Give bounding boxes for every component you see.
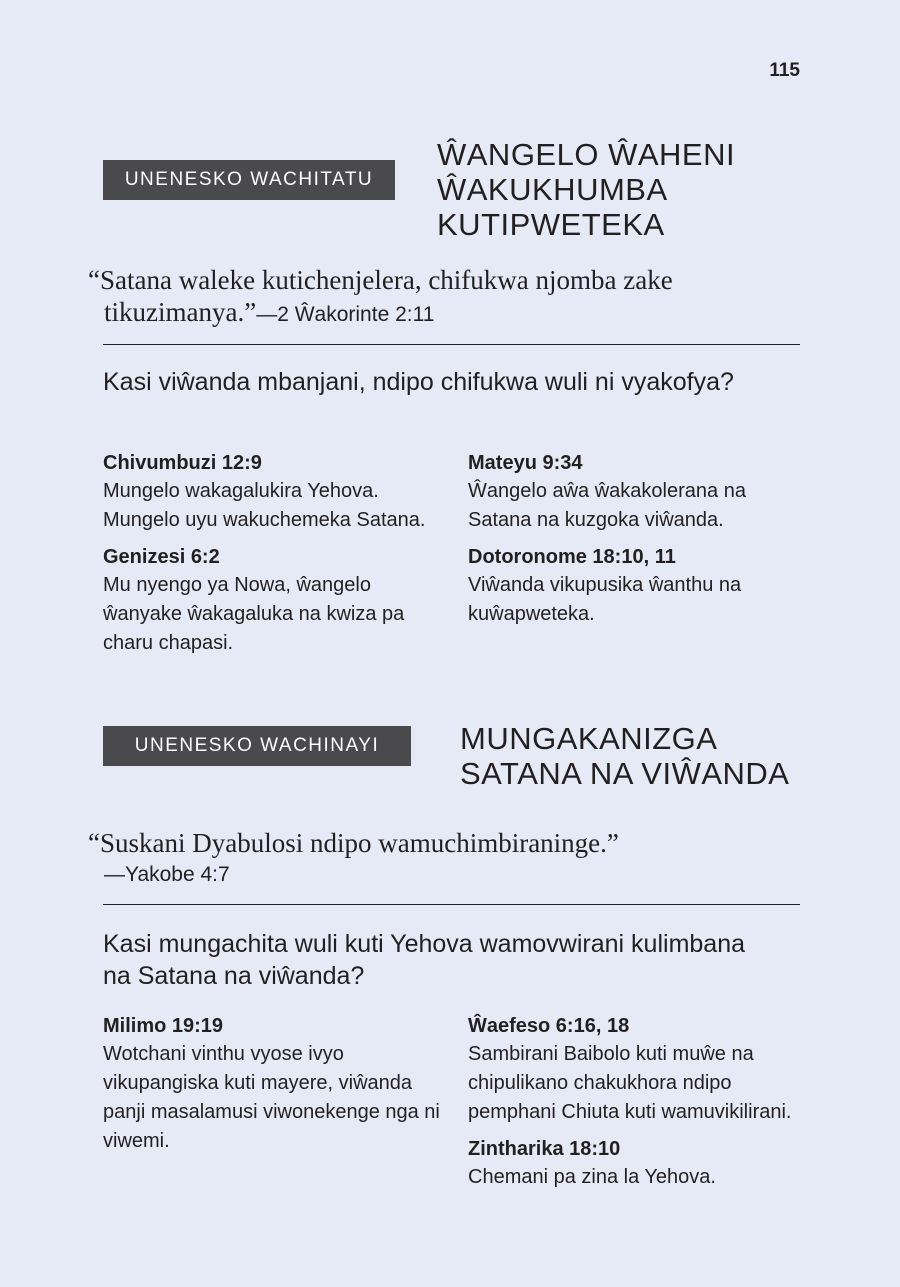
section-title-line: MUNGAKANIZGA — [460, 721, 718, 756]
divider — [103, 904, 800, 905]
scripture-text: Ŵangelo aŵa ŵakakolerana na Satana na kuzgoka viŵanda. — [468, 480, 746, 531]
scripture-item — [468, 449, 813, 535]
scripture-ref: Chivumbuzi 12:9 — [103, 452, 262, 474]
section-label: UNENESKO WACHINAYI — [103, 726, 411, 766]
scripture-item — [103, 1012, 448, 1156]
scripture-text: Wotchani vinthu vyose ivyo vikupangiska kuti mayere, viŵanda panji masalamusi viwonekenge nga ni viwemi. — [103, 1043, 440, 1152]
section-title — [437, 137, 735, 242]
scripture-quote — [88, 264, 808, 331]
scripture-quote — [88, 827, 808, 891]
scripture-text: Mungelo wakagalukira Yehova. Mungelo uyu wakuchemeka Satana. — [103, 480, 426, 531]
question: Kasi viŵanda mbanjani, ndipo chifukwa wuli ni vyakofya? — [103, 368, 734, 396]
scripture-ref: Milimo 19:19 — [103, 1015, 224, 1037]
scripture-text: Mu nyengo ya Nowa, ŵangelo ŵanyake ŵakagaluka na kwiza pa charu chapasi. — [103, 574, 405, 654]
right-column — [468, 449, 813, 637]
scripture-item — [468, 543, 813, 629]
scripture-ref: Mateyu 9:34 — [468, 452, 583, 474]
right-column — [468, 1012, 813, 1200]
divider — [103, 344, 800, 345]
quote-text: “Satana waleke kutichenjelera, chifukwa njomba zake — [88, 265, 673, 295]
scripture-text: Sambirani Baibolo kuti muŵe na chipulikano chakukhora ndipo pemphani Chiuta kuti wamuvikilirani. — [468, 1043, 792, 1123]
scripture-ref: Zintharika 18:10 — [468, 1138, 621, 1160]
scripture-ref: Genizesi 6:2 — [103, 546, 220, 568]
quote-reference: —2 Ŵakorinte 2:11 — [256, 303, 435, 326]
scripture-item — [103, 449, 448, 535]
section-title-line: ŴAKUKHUMBA — [437, 172, 668, 207]
section-label: UNENESKO WACHITATU — [103, 160, 395, 200]
scripture-text: Chemani pa zina la Yehova. — [468, 1166, 716, 1188]
quote-text: tikuzimanya.” — [104, 297, 257, 327]
scripture-item — [468, 1012, 813, 1127]
scripture-item — [103, 543, 448, 658]
left-column — [103, 1012, 448, 1164]
quote-text: “Suskani Dyabulosi ndipo wamuchimbiraninge.” — [88, 828, 619, 858]
scripture-ref: Dotoronome 18:10, 11 — [468, 546, 676, 568]
scripture-item — [468, 1135, 813, 1192]
section-title — [460, 721, 789, 791]
section-title-line: ŴANGELO ŴAHENI — [437, 137, 736, 172]
scripture-text: Viŵanda vikupusika ŵanthu na kuŵapweteka. — [468, 574, 742, 625]
left-column — [103, 449, 448, 666]
section-title-line: SATANA NA VIŴANDA — [460, 756, 790, 791]
scripture-ref: Ŵaefeso 6:16, 18 — [468, 1015, 630, 1037]
quote-reference: —Yakobe 4:7 — [104, 863, 230, 886]
page-number: 115 — [769, 60, 800, 81]
section-title-line: KUTIPWETEKA — [437, 207, 665, 242]
question: Kasi mungachita wuli kuti Yehova wamovwirani kulimbana na Satana na viŵanda? — [103, 930, 746, 990]
